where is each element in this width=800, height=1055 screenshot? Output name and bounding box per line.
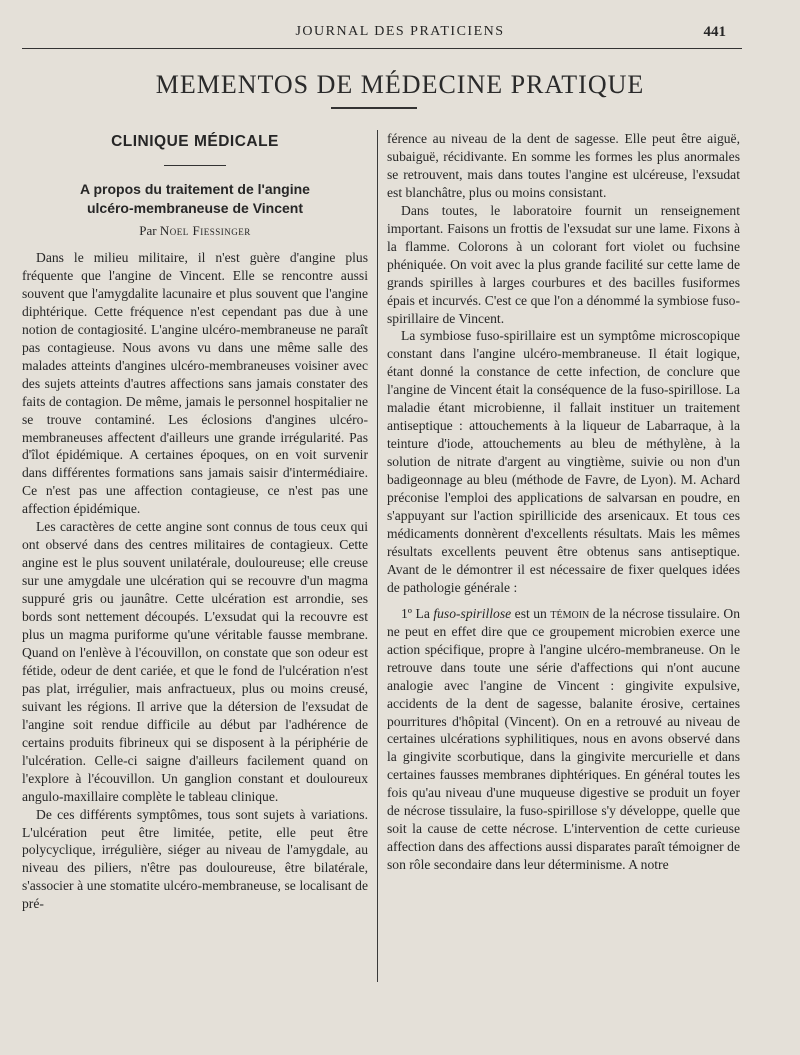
journal-name: JOURNAL DES PRATICIENS bbox=[295, 24, 505, 39]
right-column bbox=[387, 130, 740, 874]
author-name: Noel Fiessinger bbox=[159, 223, 251, 238]
section-title-rule bbox=[331, 107, 417, 109]
paragraph: férence au niveau de la dent de sagesse. Elle peut être aiguë, subaiguë, récidivante. En somme les formes les plus anormales se retrouvent, mais dans toutes l'angine est ulcéreuse, l'exsudat est blanchâtre, plus ou moins consistant. bbox=[387, 131, 740, 200]
header-rule bbox=[22, 48, 742, 49]
paragraph: La symbiose fuso-spirillaire est un symptôme microscopique constant dans l'angine ulcéro-membraneuse. Il était logique, étant donné la constance de cette infection, de conclure que l'angine de Vincent était la conséquence de la fuso-spirillose. La maladie étant microbienne, il fallait instituer un traitement antiseptique : attouchements à la liqueur de Labarraque, à la teinture d'iode, attouchements au bleu de méthylène, à la solution de nitrate d'argent au vingtième, suivie ou non d'un badigeonnage au bleu (méthode de Favre, de Lyon). M. Achard préconise l'emploi des applications de salvarsan en poudre, en s'appuyant sur l'action spirillicide des arsenicaux. Et tous ces médicaments donnèrent d'excellents résultats. Mais les mêmes résultats excellents peuvent être obtenus sans antiseptique. Avant de le démontrer il est nécessaire de fixer quelques idées de pathologie générale : bbox=[387, 328, 740, 595]
byline-prefix: Par bbox=[139, 223, 157, 238]
running-head bbox=[0, 24, 800, 44]
text-run: de la nécrose tissulaire. On ne peut en effet dire que ce groupement microbien exerce une action spécifique, propre à l'angine ulcéro-membraneuse. On le retrouve dans toute une série d'affections qui n'ont aucune analogie avec l'angine de Vincent : gingivite expulsive, accidents de la dent de sagesse, balanite érosive, certaines pourritures d'hôpital (Vincent). On en a retrouvé au niveau de certaines ulcérations syphilitiques, nous en avons observé dans la gingivite scorbutique, dans la gingivite mercurielle et dans certaines fausses membranes diphtériques. En général toutes les fois qu'au niveau d'une muqueuse digestive se produit un foyer de nécrose tissulaire, la fuso-spirillose s'y développe, quelle que soit la cause de cette nécrose. L'intervention de cette curieuse affection dans des affections aussi disparates paraît témoigner de son rôle secondaire dans leur déterminisme. A notre bbox=[387, 605, 740, 873]
text-run: est un bbox=[514, 605, 547, 621]
article-title-line-2: ulcéro-membraneuse de Vincent bbox=[86, 200, 304, 216]
left-column-text bbox=[22, 249, 368, 913]
byline bbox=[22, 222, 368, 239]
column-divider bbox=[377, 130, 378, 982]
paragraph: Dans toutes, le laboratoire fournit un renseignement important. Faisons un frottis de l'exsudat sur une lame. Fixons à la flamme. Colorons à un colorant fort violet ou fuchsine phéniquée. On voit avec la plus grande facilité sur cette lame de grands spirilles à larges courbures et des bacilles fusiformes épais et incurvés. C'est ce que l'on a dénommé la symbiose fuso-spirillaire de Vincent. bbox=[387, 202, 740, 326]
page-number: 441 bbox=[703, 24, 726, 40]
section-title: MEMENTOS DE MÉDECINE PRATIQUE bbox=[155, 70, 645, 99]
paragraph: Les caractères de cette angine sont connus de tous ceux qui ont observé dans des centres militaires de contagieux. Cette angine est le plus souvent unilatérale, douloureuse; elle creuse sur une amygdale une ulcération qui se recouvre d'un magma suppuré gris ou jaunâtre. Cette ulcération est arrondie, ses bords sont nettement découpés. L'exsudat qui la recouvre est plus un magma puriforme qu'une véritable fausse membrane. Quand on l'enlève à l'écouvillon, on constate que son odeur est fétide, odeur de dent cariée, et que le fond de l'ulcération n'est pas plat, irrégulier, mais anfractueux, plus ou moins creusé, suivant les régions. Il arrive que la détersion de l'exsudat de l'angine soit rendue difficile au début par l'adhérence de certains produits fibrineux qui se disposent à la périphérie de l'ulcération. Celle-ci saigne d'ailleurs facilement quand on l'explore à l'écouvillon. Un ganglion constant et douloureux angulo-maxillaire complète le tableau clinique. bbox=[22, 519, 368, 804]
paragraph: De ces différents symptômes, tous sont sujets à variations. L'ulcération peut être limitée, petite, elle peut être polycyclique, irrégulière, siéger au niveau de l'amygdale, au niveau des piliers, n'être pas douloureuse, être bilatérale, s'associer à une stomatite ulcéro-membraneuse, se localisant de pré- bbox=[22, 806, 368, 912]
item-number: 1º La bbox=[401, 605, 430, 621]
left-column bbox=[22, 130, 368, 913]
italic-term: fuso-spirillose bbox=[433, 605, 512, 621]
small-caps-keyword: témoin bbox=[550, 605, 590, 621]
right-column-text bbox=[387, 130, 740, 874]
rubric-rule bbox=[164, 165, 226, 166]
paragraph: Dans le milieu militaire, il n'est guère d'angine plus fréquente que l'angine de Vincent. Elle se rencontre aussi souvent que l'amygdalite lacunaire et plus souvent que l'angine diphtérique. Cette fréquence n'est cependant pas due à une notion de contagiosité. L'angine ulcéro-membraneuse ne paraît pas contagieuse. Nous avons vu dans une même salle des malades atteints d'angines ulcéro-membraneuses voisiner avec des sujets atteints d'autres affections sans jamais constater des faits de contagion. De même, jamais le personnel hospitalier ne se trouve contaminé. Les éclosions d'angines ulcéro-membraneuses affectent d'ailleurs une grande irrégularité. Pas d'îlot épidémique. A certaines époques, on en voit survenir dans différentes formations sans jamais saisir d'intermédiaire. Ce n'est pas une affection contagieuse, ce n'est pas une affection épidémique. bbox=[22, 250, 368, 517]
numbered-paragraph bbox=[387, 605, 740, 874]
rubric-heading: CLINIQUE MÉDICALE bbox=[111, 133, 279, 150]
article-title bbox=[22, 180, 368, 218]
article-title-line-1: A propos du traitement de l'angine bbox=[80, 181, 310, 197]
